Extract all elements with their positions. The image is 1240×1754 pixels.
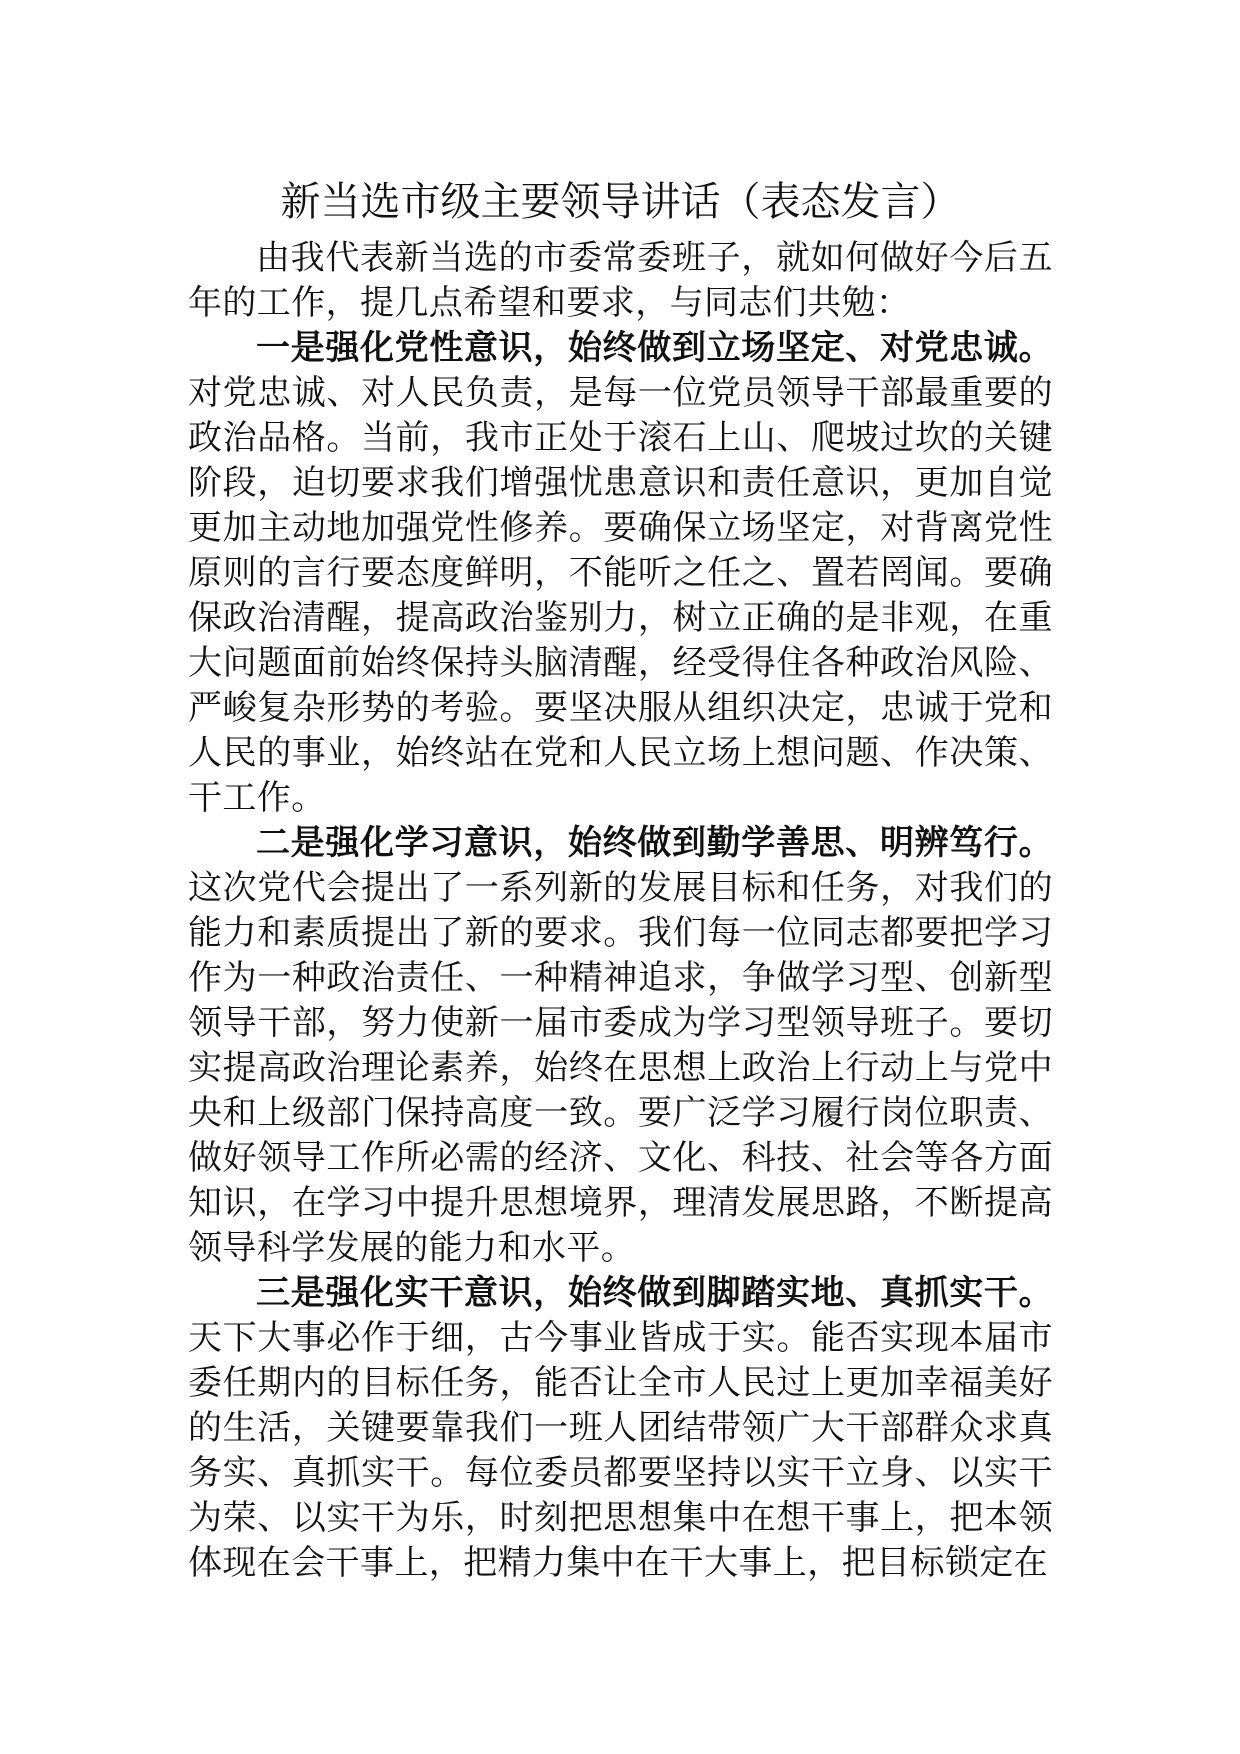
intro-paragraph: 由我代表新当选的市委常委班子，就如何做好今后五年的工作，提几点希望和要求，与同志们共勉： [188,238,1053,323]
document-title: 新当选市级主要领导讲话（表态发言） [280,179,961,225]
section-2-paragraph [188,821,1053,1271]
section-1-body: 对党忠诚、对人民负责，是每一位党员领导干部最重要的政治品格。当前，我市正处于滚石上山、爬坡过坎的关键阶段，迫切要求我们增强忧患意识和责任意识，更加自觉更加主动地加强党性修养。要确保立场坚定，对背离党性原则的言行要态度鲜明，不能听之任之、置若罔闻。要确保政治清醒，提高政治鉴别力，树立正确的是非观，在重大问题面前始终保持头脑清醒，经受得住各种政治风险、严峻复杂形势的考验。要坚决服从组织决定，忠诚于党和人民的事业，始终站在党和人民立场上想问题、作决策、干工作。 [188,373,1053,818]
section-2-body: 这次党代会提出了一系列新的发展目标和任务，对我们的能力和素质提出了新的要求。我们每一位同志都要把学习作为一种政治责任、一种精神追求，争做学习型、创新型领导干部，努力使新一届市委成为学习型领导班子。要切实提高政治理论素养，始终在思想上政治上行动上与党中央和上级部门保持高度一致。要广泛学习履行岗位职责、做好领导工作所必需的经济、文化、科技、社会等各方面知识，在学习中提升思想境界，理清发展思路，不断提高领导科学发展的能力和水平。 [188,868,1053,1268]
section-1-heading: 一是强化党性意识，始终做到立场坚定、对党忠诚。 [256,328,1053,368]
section-2-heading: 二是强化学习意识，始终做到勤学善思、明辨笃行。 [256,823,1053,863]
section-1-paragraph [188,326,1053,821]
section-3-heading: 三是强化实干意识，始终做到脚踏实地、真抓实干。 [256,1273,1053,1313]
section-3-paragraph [188,1271,1053,1586]
document-body [188,168,1053,1586]
section-3-body: 天下大事必作于细，古今事业皆成于实。能否实现本届市委任期内的目标任务，能否让全市人民过上更加幸福美好的生活，关键要靠我们一班人团结带领广大干部群众求真务实、真抓实干。每位委员都要坚持以实干立身、以实干为荣、以实干为乐，时刻把思想集中在想干事上，把本领体现在会干事上，把精力集中在干大事上，把目标锁定在 [188,1318,1053,1583]
